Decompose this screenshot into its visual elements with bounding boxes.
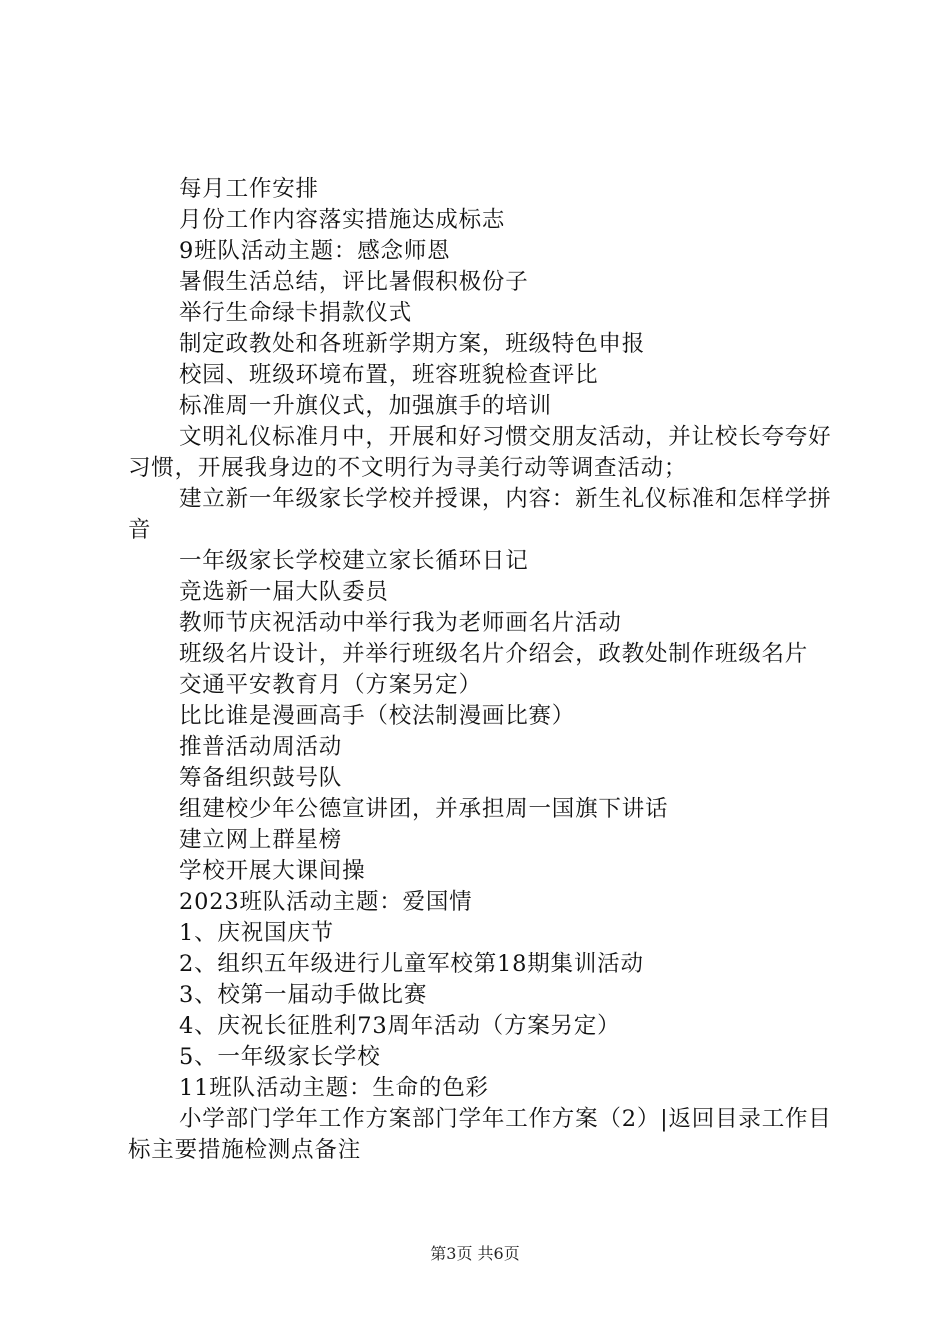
- paragraph: 学校开展大课间操: [179, 858, 366, 884]
- paragraph: 1、庆祝国庆节: [179, 920, 334, 946]
- paragraph: 交通平安教育月（方案另定）: [179, 672, 482, 698]
- paragraph: 3、校第一届动手做比赛: [179, 982, 428, 1008]
- paragraph: 月份工作内容落实措施达成标志: [179, 207, 506, 233]
- paragraph: 每月工作安排: [179, 176, 319, 202]
- paragraph: 文明礼仪标准月中，开展和好习惯交朋友活动，并让校长夸夸好习惯，开展我身边的不文明行为寻美行动等调查活动；: [128, 424, 832, 481]
- paragraph: 筹备组织鼓号队: [179, 765, 343, 791]
- paragraph: 标准周一升旗仪式，加强旗手的培训: [179, 393, 552, 419]
- paragraph: 教师节庆祝活动中举行我为老师画名片活动: [179, 610, 622, 636]
- paragraph: 制定政教处和各班新学期方案，班级特色申报: [179, 331, 646, 357]
- paragraph: 2023班队活动主题：爱国情: [179, 889, 473, 915]
- paragraph: 9班队活动主题：感念师恩: [179, 238, 451, 264]
- paragraph: 举行生命绿卡捐款仪式: [179, 300, 413, 326]
- paragraph: 暑假生活总结，评比暑假积极份子: [179, 269, 529, 295]
- paragraph: 组建校少年公德宣讲团，并承担周一国旗下讲话: [179, 796, 669, 822]
- paragraph: 4、庆祝长征胜利73周年活动（方案另定）: [179, 1013, 621, 1039]
- paragraph: 班级名片设计，并举行班级名片介绍会，政教处制作班级名片: [179, 641, 809, 667]
- paragraph: 11班队活动主题：生命的色彩: [179, 1075, 489, 1101]
- paragraph: 校园、班级环境布置，班容班貌检查评比: [179, 362, 599, 388]
- paragraph: 小学部门学年工作方案部门学年工作方案（2）|返回目录工作目标主要措施检测点备注: [128, 1106, 832, 1163]
- paragraph: 比比谁是漫画高手（校法制漫画比赛）: [179, 703, 576, 729]
- paragraph: 竞选新一届大队委员: [179, 579, 389, 605]
- paragraph: 5、一年级家长学校: [179, 1044, 381, 1070]
- paragraph: 建立新一年级家长学校并授课，内容：新生礼仪标准和怎样学拼音: [128, 486, 832, 543]
- document-body: [128, 174, 838, 1166]
- paragraph: 建立网上群星榜: [179, 827, 343, 853]
- paragraph: 2、组织五年级进行儿童军校第18期集训活动: [179, 951, 644, 977]
- page-number-footer: 第3页 共6页: [430, 1244, 520, 1263]
- paragraph: 推普活动周活动: [179, 734, 343, 760]
- paragraph: 一年级家长学校建立家长循环日记: [179, 548, 529, 574]
